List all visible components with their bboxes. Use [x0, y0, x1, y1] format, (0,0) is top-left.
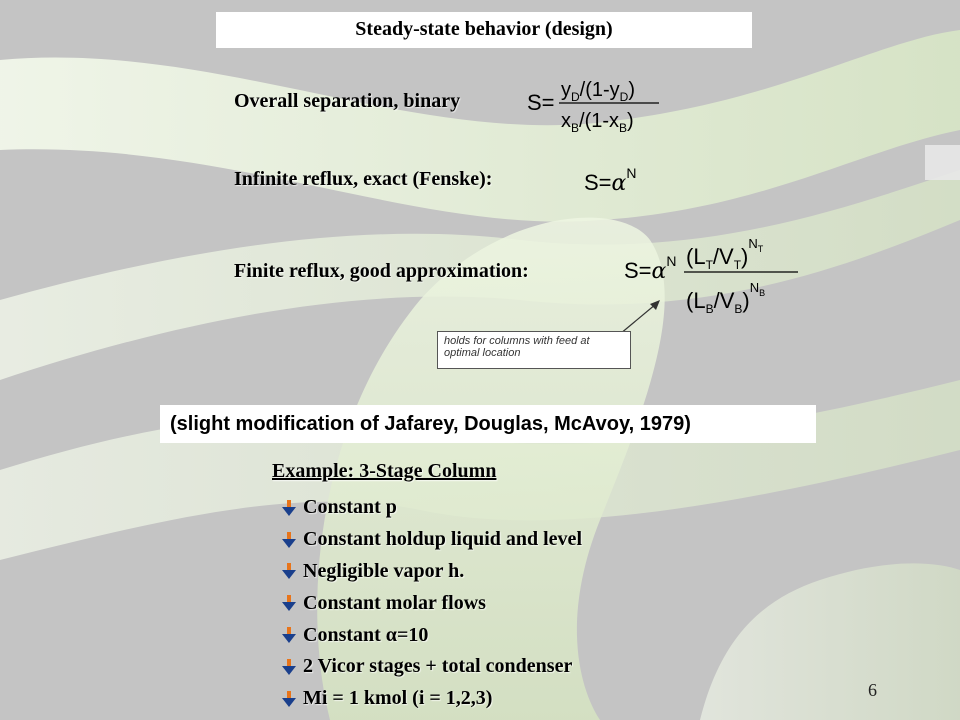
bullet-text: Negligible vapor h. [303, 559, 465, 582]
bullet-text: Constant molar flows [303, 591, 486, 614]
bullet-text: Constant α=10 [303, 623, 429, 646]
bullet-text: 2 Vicor stages + total condenser [303, 655, 573, 678]
equation-fenske [582, 160, 662, 200]
eq-overall-den-sub-b: B [571, 121, 580, 135]
eq-finite-den-exp-sub: B [759, 288, 766, 298]
bullet-text: Mi = 1 kmol (i = 1,2,3) [303, 687, 493, 710]
eq-overall-den-mid: /(1-x [579, 110, 620, 132]
page-number: 6 [868, 680, 877, 700]
eq-overall-den-x: x [561, 110, 571, 132]
eq-overall-num-sub-d2: D [619, 90, 629, 104]
eq-finite-den-sub-b: B [705, 302, 714, 316]
bullet-arrow-icon [282, 627, 296, 643]
example-title: Example: 3-Stage Column [272, 460, 497, 482]
list-item [282, 619, 582, 651]
eq-overall-num-sub-d: D [571, 90, 580, 104]
bullet-arrow-icon [282, 500, 296, 516]
bullet-text: Constant holdup liquid and level [303, 528, 582, 551]
equation-overall-separation [525, 70, 665, 138]
eq-finite-num-mid: /V [712, 244, 734, 269]
eq-finite-num-exp-sub: T [757, 244, 764, 254]
svg-text:xB/(1-xB) [561, 110, 634, 135]
eq-overall-num-close: ) [628, 79, 636, 101]
eq-finite-alpha: α [651, 259, 667, 284]
eq-overall-den-sub-b2: B [619, 121, 628, 135]
bullet-text: Constant p [303, 496, 397, 519]
list-item [282, 683, 582, 715]
eq-finite-num-exp: N [748, 236, 758, 251]
slide-title: Steady-state behavior (design) [216, 12, 752, 48]
svg-text:yD/(1-yD) [561, 79, 635, 104]
eq-finite-lhs: S= [624, 258, 652, 283]
example-bullet-list [282, 492, 582, 715]
bullet-arrow-icon [282, 659, 296, 675]
eq-finite-den-sub-b2: B [734, 302, 743, 316]
eq-fenske-lhs: S= [584, 170, 612, 195]
eq-finite-den-open: (L [686, 288, 706, 313]
eq-finite-num-open: (L [686, 244, 706, 269]
bullet-arrow-icon [282, 595, 296, 611]
heading-finite-reflux: Finite reflux, good approximation: [234, 260, 529, 282]
heading-infinite-reflux: Infinite reflux, exact (Fenske): [234, 168, 493, 190]
bullet-arrow-icon [282, 691, 296, 707]
eq-finite-num-close: ) [741, 244, 749, 269]
svg-text:S=αN [584, 165, 637, 196]
svg-text:(LB/VB)NB [686, 280, 765, 316]
list-item [282, 524, 582, 556]
eq-overall-num-y: y [561, 79, 571, 101]
heading-overall-separation: Overall separation, binary [234, 90, 461, 112]
list-item [282, 556, 582, 588]
eq-finite-den-close: ) [742, 288, 750, 313]
citation-banner: (slight modification of Jafarey, Douglas, McAvoy, 1979) [160, 405, 816, 443]
note-box: holds for columns with feed at optimal location [437, 331, 631, 369]
list-item [282, 587, 582, 619]
eq-finite-den-exp: N [749, 280, 760, 295]
eq-fenske-alpha: α [611, 171, 627, 196]
bullet-arrow-icon [282, 532, 296, 548]
eq-finite-num-sub-t2: T [733, 258, 742, 272]
eq-fenske-exp: N [626, 165, 637, 181]
list-item [282, 651, 582, 683]
eq-overall-lhs: S= [527, 90, 555, 115]
list-item [282, 492, 582, 524]
svg-text:S=αN [624, 253, 677, 284]
eq-finite-den-mid: /V [713, 288, 735, 313]
eq-overall-den-close: ) [627, 110, 634, 132]
bullet-arrow-icon [282, 563, 296, 579]
eq-finite-exp: N [666, 253, 677, 269]
eq-finite-num-sub-t: T [705, 258, 713, 272]
svg-text:(LT/VT)NT [686, 236, 764, 272]
eq-overall-num-mid: /(1-y [579, 79, 620, 101]
